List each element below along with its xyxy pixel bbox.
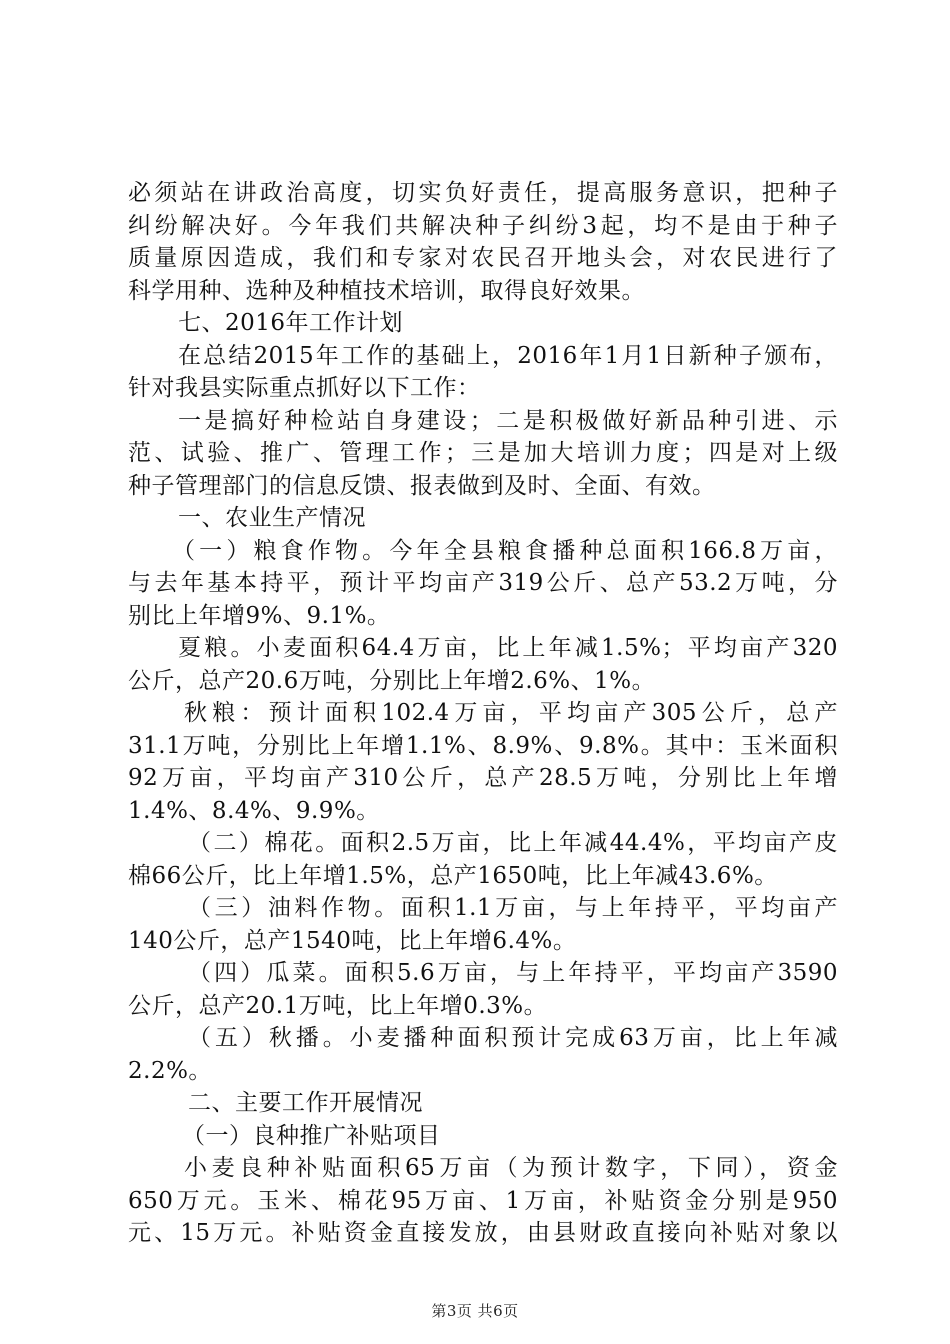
text-line: 棉66公斤，比上年增1.5%，总产1650吨，比上年减43.6%。 <box>128 862 778 889</box>
text-line: （一）粮食作物。今年全县粮食播种总面积166.8万亩， <box>172 537 838 564</box>
section-heading: 一、农业生产情况 <box>178 505 366 531</box>
text-line: 科学用种、选种及种植技术培训，取得良好效果。 <box>128 277 645 304</box>
text-line: 纠纷解决好。今年我们共解决种子纠纷3起，均不是由于种子 <box>128 212 838 239</box>
text-line: 必须站在讲政治高度，切实负好责任，提高服务意识，把种子 <box>128 180 838 206</box>
text-line: 一是搞好种检站自身建设；二是积极做好新品种引进、示 <box>178 407 838 434</box>
document-body <box>128 177 838 1250</box>
text-line: 140公斤，总产1540吨，比上年增6.4%。 <box>128 927 577 954</box>
text-line: 别比上年增9%、9.1%。 <box>128 602 391 629</box>
text-line: 秋粮：预计面积102.4万亩，平均亩产305公斤，总产 <box>184 700 838 726</box>
text-line: 夏粮。小麦面积64.4万亩，比上年减1.5%；平均亩产320 <box>178 635 838 661</box>
text-line: （二）棉花。面积2.5万亩，比上年减44.4%，平均亩产皮 <box>188 830 838 856</box>
text-line: 650万元。玉米、棉花95万亩、1万亩，补贴资金分别是950 <box>128 1187 838 1214</box>
text-line: 质量原因造成，我们和专家对农民召开地头会，对农民进行了 <box>128 245 838 271</box>
text-line: 公斤，总产20.6万吨，分别比上年增2.6%、1%。 <box>128 667 656 694</box>
section-heading: 二、主要工作开展情况 <box>188 1090 423 1116</box>
text-line: （四）瓜菜。面积5.6万亩，与上年持平，平均亩产3590 <box>188 960 838 986</box>
text-line: 针对我县实际重点抓好以下工作： <box>128 375 481 401</box>
page-footer: 第3页 共6页 <box>431 1302 519 1320</box>
text-line: 在总结2015年工作的基础上，2016年1月1日新种子颁布， <box>178 342 838 369</box>
text-line: 31.1万吨，分别比上年增1.1%、8.9%、9.8%。其中：玉米面积 <box>128 732 838 759</box>
text-line: 与去年基本持平，预计平均亩产319公斤、总产53.2万吨，分 <box>128 570 838 596</box>
text-line: 1.4%、8.4%、9.9%。 <box>128 797 380 824</box>
text-line: 2.2%。 <box>128 1057 212 1084</box>
text-line: 种子管理部门的信息反馈、报表做到及时、全面、有效。 <box>128 472 716 499</box>
text-line: （五）秋播。小麦播种面积预计完成63万亩，比上年减 <box>188 1025 838 1051</box>
text-line: 小麦良种补贴面积65万亩（为预计数字，下同），资金 <box>184 1155 838 1181</box>
section-heading: 七、2016年工作计划 <box>178 310 404 336</box>
text-line: 范、试验、推广、管理工作；三是加大培训力度；四是对上级 <box>128 440 838 466</box>
subsection-heading: （一）良种推广补贴项目 <box>182 1122 441 1149</box>
text-line: 公斤，总产20.1万吨，比上年增0.3%。 <box>128 992 548 1019</box>
text-line: （三）油料作物。面积1.1万亩，与上年持平，平均亩产 <box>188 895 838 921</box>
text-line: 元、15万元。补贴资金直接发放，由县财政直接向补贴对象以 <box>128 1220 838 1246</box>
text-line: 92万亩，平均亩产310公斤，总产28.5万吨，分别比上年增 <box>128 765 838 791</box>
